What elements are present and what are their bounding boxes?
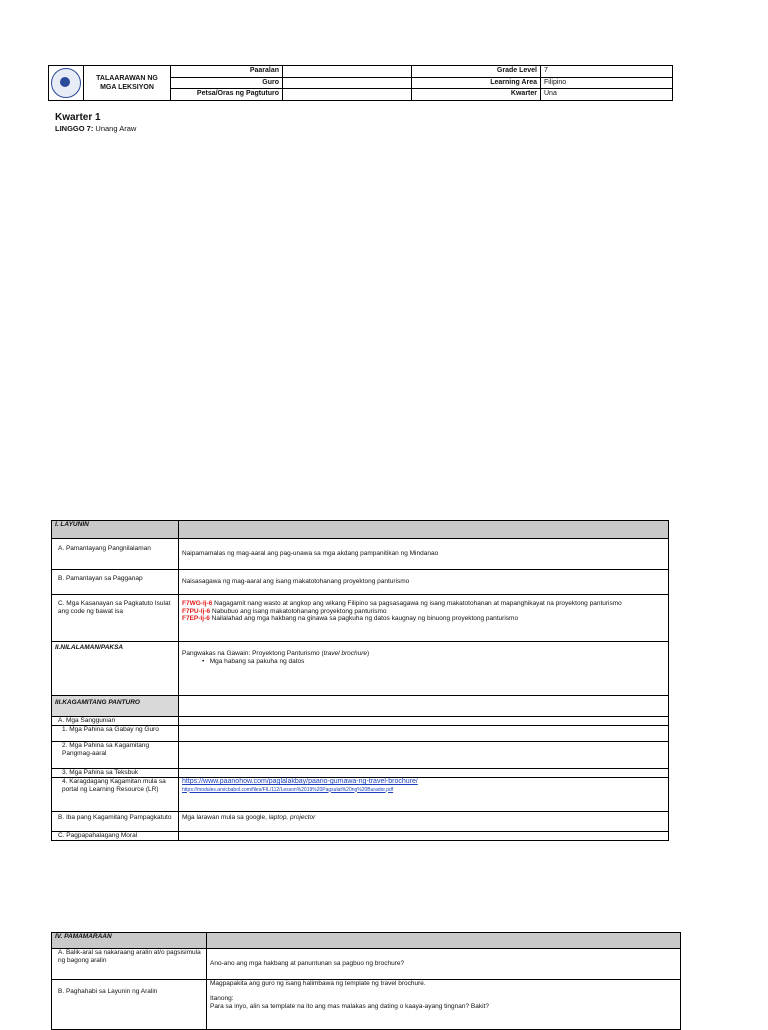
school-value[interactable] <box>283 66 412 78</box>
layunin-b-value: Naisasagawa ng mag-aaral ang isang makatotohanang proyektong panturismo <box>179 570 669 595</box>
grade-label: Grade Level <box>412 66 541 78</box>
area-value[interactable]: Filipino <box>541 77 673 89</box>
pamamaraan-b-value <box>207 980 681 1030</box>
kagamitan-heading-blank <box>179 696 669 717</box>
teacher-value[interactable] <box>283 77 412 89</box>
code-f7pu: F7PU-Ij-6 <box>182 607 211 615</box>
nilalaman-italic: travel brochure <box>323 650 367 657</box>
kagamitan-r2-label: 2. Mga Pahina sa Kagamitang Pangmag-aaral <box>52 742 179 769</box>
nilalaman-line1: Pangwakas na Gawain: Proyektong Panturismo ( <box>182 650 324 657</box>
header-title-line1: TALAARAWAN NG <box>96 75 158 82</box>
layunin-a-value: Naipamamalas ng mag-aaral ang pag-unawa sa mga akdang pampanitikan ng Mindanao <box>179 539 669 570</box>
teacher-label: Guro <box>171 77 283 89</box>
pamamaraan-heading: IV. PAMAMARAAN <box>52 933 207 949</box>
quarter-value[interactable]: Una <box>541 89 673 101</box>
kagamitan-r3-label: 3. Mga Pahina sa Teksbuk <box>52 769 179 778</box>
layunin-b-label: B. Pamantayan sa Pagganap <box>52 570 179 595</box>
layunin-heading-blank <box>179 521 669 539</box>
layunin-c-label: C. Mga Kasanayan sa Pagkatuto Isulat ang code ng bawat isa <box>52 595 179 642</box>
layunin-heading: I. LAYUNIN <box>52 521 179 539</box>
pamamaraan-b-label: B. Paghahabi sa Layunin ng Aralin <box>52 980 207 1030</box>
layunin-a-label: A. Pamantayang Pangnilalaman <box>52 539 179 570</box>
nilalaman-heading: II.NILALAMAN/PAKSA <box>52 642 179 696</box>
header-title <box>84 66 171 101</box>
pamamaraan-b-line1: Magpapakita ang guro ng isang halimbawa ng template ng travel brochure. <box>210 980 426 987</box>
area-label: Learning Area <box>412 77 541 89</box>
kagamitan-c-value <box>179 832 669 841</box>
code-f7wg: F7WG-Ij-6 <box>182 600 213 607</box>
pamamaraan-heading-blank <box>207 933 681 949</box>
link-paanohow[interactable]: https://www.paanohow.com/paglalakbay/paano-gumawa-ng-travel-brochure/ <box>182 778 418 785</box>
layunin-c-value <box>179 595 669 642</box>
nilalaman-line1-end: ) <box>367 650 370 657</box>
lesson-table <box>51 520 669 841</box>
linggo-value: Unang Araw <box>93 124 137 133</box>
kagamitan-r4-label: 4. Karagdagang Kagamitan mula sa portal ng Learning Resource (LR) <box>52 778 179 812</box>
code-f7ep-text: Nailalahad ang mga hakbang na ginawa sa pagkuha ng datos kaugnay ng binuong proyektong panturismo <box>209 615 519 622</box>
pamamaraan-a-label: A. Balik-aral sa nakaraang aralin at/o pagsisimula ng bagong aralin <box>52 949 207 980</box>
deped-seal-icon <box>51 68 81 98</box>
kagamitan-r3-value <box>179 769 669 778</box>
code-f7ep: F7EP-Ij-6 <box>182 615 210 622</box>
kagamitan-a-label: A. Mga Sanggunian <box>52 717 179 726</box>
link-arvicbabol[interactable]: https://modules.arvicbabol.com/files/FIL/112/Lesson%2019%20Pagsulat%20ng%20Burador.pdf <box>182 786 394 793</box>
pamamaraan-table <box>51 932 681 1030</box>
kagamitan-r2-value <box>179 742 669 769</box>
date-label: Petsa/Oras ng Pagtuturo <box>171 89 283 101</box>
header-title-line2: MGA LEKSIYON <box>100 84 154 91</box>
kagamitan-r4-value <box>179 778 669 812</box>
kagamitan-heading: III.KAGAMITANG PANTURO <box>52 696 179 717</box>
header-table <box>48 65 673 101</box>
kagamitan-r1-label: 1. Mga Pahina sa Gabay ng Guro <box>52 726 179 742</box>
kwarter-heading: Kwarter 1 <box>55 112 101 123</box>
kagamitan-c-label: C. Pagpapahalagang Moral <box>52 832 179 841</box>
kagamitan-a-value <box>179 717 669 726</box>
pamamaraan-b-line2: Itanong: <box>210 995 234 1002</box>
kagamitan-b-plain: Mga larawan mula sa google, <box>182 814 269 821</box>
quarter-label: Kwarter <box>412 89 541 101</box>
kagamitan-r1-value <box>179 726 669 742</box>
code-f7pu-text: Nabubuo ang isang makatotohanang proyektong panturismo <box>210 607 387 615</box>
code-f7wg-text: Nagagamit nang wasto at angkop ang wikang Filipino sa pagsasagawa ng isang makatotohanan at mapanghikayat na proyektong panturismo <box>212 600 622 607</box>
kagamitan-b-label: B. Iba pang Kagamitang Pampagkatuto <box>52 812 179 832</box>
pamamaraan-a-value: Ano-ano ang mga hakbang at panuntunan sa pagbuo ng brochure? <box>207 949 681 980</box>
grade-value[interactable]: 7 <box>541 66 673 78</box>
linggo-label: LINGGO 7: <box>55 124 94 133</box>
nilalaman-value <box>179 642 669 696</box>
kagamitan-b-value <box>179 812 669 832</box>
nilalaman-bullet: • Mga habang sa pakuha ng datos <box>202 657 305 665</box>
nilalaman-bullet-text: Mga habang sa pakuha ng datos <box>209 657 305 665</box>
logo-cell <box>49 66 84 101</box>
pamamaraan-b-line3: Para sa inyo, alin sa template na ito ang mas malakas ang dating o kaaya-ayang tingnan? Bakit? <box>210 1002 489 1010</box>
school-label: Paaralan <box>171 66 283 78</box>
date-value[interactable] <box>283 89 412 101</box>
linggo-line <box>55 124 136 133</box>
kagamitan-b-italic: laptop, projector <box>268 814 316 821</box>
